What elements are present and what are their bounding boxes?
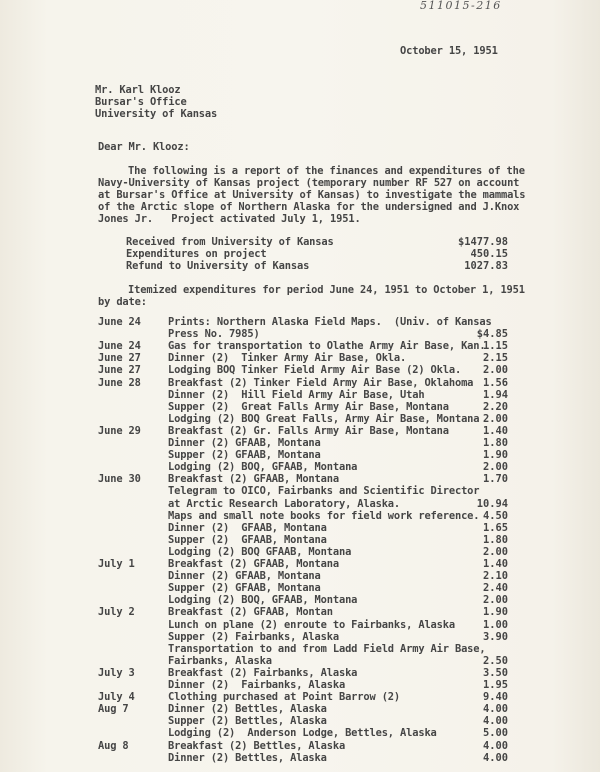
item-description: Lodging (2) BOQ Great Falls, Army Air Base, Montana [168, 412, 480, 425]
item-amount: 3.50 [482, 666, 508, 679]
item-description: Supper (2) GFAAB, Montana [168, 582, 321, 595]
item-amount: 4.00 [482, 703, 508, 716]
paragraph-line: of the Arctic slope of Northern Alaska for the undersigned and J.Knox [98, 201, 520, 213]
item-amount: 1.40 [482, 424, 508, 437]
item-amount: 1.15 [482, 340, 508, 353]
item-amount: 1.90 [482, 606, 508, 619]
item-description: Breakfast (2) Tinker Field Army Air Base, Oklahoma [168, 376, 474, 389]
item-description: Breakfast (2) GFAAB, Montana [168, 558, 339, 570]
summary-expenditures-label: Expenditures on project [126, 248, 267, 260]
item-amount: 1.70 [482, 473, 508, 486]
item-date: June 24 [98, 340, 141, 353]
item-description: Telegram to OICO, Fairbanks and Scientific Director [168, 485, 480, 498]
file-number-annotation: 511015-216 [420, 0, 502, 12]
item-amount: 2.15 [482, 352, 508, 365]
item-amount: 1.80 [482, 437, 508, 449]
item-description: Breakfast (2) GFAAB, Montan [168, 606, 333, 619]
item-amount: $4.85 [476, 328, 508, 341]
item-description: Maps and small note books for field work reference. [168, 509, 480, 522]
item-description: Clothing purchased at Point Barrow (2) [168, 691, 401, 704]
item-date: June 24 [98, 316, 141, 328]
summary-received-label: Received from University of Kansas [126, 236, 334, 248]
item-description: Prints: Northern Alaska Field Maps. (Univ. of Kansas [168, 316, 492, 328]
item-amount: 1.00 [482, 618, 508, 631]
salutation: Dear Mr. Klooz: [98, 141, 190, 153]
item-description: Press No. 7985) [168, 328, 260, 341]
item-description: Gas for transportation to Olathe Army Air Base, Kan. [168, 340, 486, 353]
item-amount: 2.50 [482, 654, 508, 667]
item-description: Lodging (2) BOQ, GFAAB, Montana [168, 461, 358, 474]
item-description: Transportation to and from Ladd Field Army Air Base, [168, 642, 486, 655]
item-amount: 2.00 [482, 594, 508, 607]
item-description: Dinner (2) Hill Field Army Air Base, Utah [168, 388, 425, 401]
item-amount: 10.94 [476, 497, 508, 510]
item-description: Dinner (2) Bettles, Alaska [168, 703, 327, 716]
item-amount: 1.65 [482, 521, 508, 534]
item-description: Supper (2) GFAAB, Montana [168, 449, 321, 462]
paragraph-line: The following is a report of the finances and expenditures of the [128, 165, 525, 177]
item-description: Lodging (2) BOQ GFAAB, Montana [168, 545, 352, 558]
item-description: Breakfast (2) Gr. Falls Army Air Base, Montana [168, 424, 449, 437]
item-description: Supper (2) Fairbanks, Alaska [168, 630, 339, 643]
item-description: Lodging (2) BOQ, GFAAB, Montana [168, 594, 358, 607]
item-description: Supper (2) GFAAB, Montana [168, 533, 327, 546]
summary-expenditures-amount: 450.15 [470, 248, 508, 260]
item-description: Dinner (2) GFAAB, Montana [168, 437, 321, 449]
itemized-intro-cont: by date: [98, 296, 147, 308]
paragraph-line: Jones Jr. Project activated July 1, 1951. [98, 213, 361, 225]
itemized-intro: Itemized expenditures for period June 24, 1951 to October 1, 1951 [128, 284, 525, 296]
item-amount: 1.80 [482, 533, 508, 546]
item-description: Lodging BOQ Tinker Field Army Air Base (2) Okla. [168, 364, 462, 377]
item-description: Lodging (2) Anderson Lodge, Bettles, Alaska [168, 727, 437, 740]
item-amount: 9.40 [482, 691, 508, 704]
item-amount: 2.00 [482, 545, 508, 558]
item-amount: 2.00 [482, 364, 508, 377]
recipient-office: Bursar's Office [95, 96, 187, 108]
recipient-name: Mr. Karl Klooz [95, 84, 181, 96]
paragraph-line: Navy-University of Kansas project (temporary number RF 527 on account [98, 177, 520, 189]
item-amount: 1.40 [482, 558, 508, 570]
item-date: July 4 [98, 691, 135, 704]
item-amount: 4.00 [482, 751, 508, 764]
letter-date: October 15, 1951 [400, 45, 498, 57]
item-description: Dinner (2) Tinker Army Air Base, Okla. [168, 352, 407, 365]
item-date: Aug 7 [98, 703, 129, 716]
item-amount: 2.40 [482, 582, 508, 595]
item-date: June 27 [98, 364, 141, 377]
item-description: Dinner (2) Bettles, Alaska [168, 751, 327, 764]
item-amount: 1.90 [482, 449, 508, 462]
summary-received-amount: $1477.98 [457, 236, 508, 248]
summary-refund-amount: 1027.83 [464, 260, 508, 272]
item-amount: 1.95 [482, 679, 508, 691]
item-description: Breakfast (2) Bettles, Alaska [168, 739, 346, 752]
item-description: Lunch on plane (2) enroute to Fairbanks, Alaska [168, 618, 455, 631]
item-amount: 1.56 [482, 376, 508, 389]
item-date: July 3 [98, 666, 135, 679]
item-description: Breakfast (2) GFAAB, Montana [168, 473, 339, 486]
item-date: June 28 [98, 376, 141, 389]
item-amount: 2.00 [482, 412, 508, 425]
item-amount: 2.00 [482, 461, 508, 474]
item-description: Fairbanks, Alaska [168, 654, 272, 667]
item-date: June 27 [98, 352, 141, 365]
paragraph-line: at Bursar's Office at University of Kansas) to investigate the mammals [98, 189, 526, 201]
item-amount: 2.10 [482, 570, 508, 583]
item-description: Supper (2) Bettles, Alaska [168, 715, 327, 728]
item-date: Aug 8 [98, 739, 129, 752]
item-amount: 4.50 [482, 509, 508, 522]
item-date: June 29 [98, 424, 141, 437]
item-amount: 2.20 [482, 400, 508, 413]
item-amount: 4.00 [482, 715, 508, 728]
item-date: June 30 [98, 473, 141, 486]
summary-refund-label: Refund to University of Kansas [126, 260, 310, 272]
item-description: Dinner (2) GFAAB, Montana [168, 570, 321, 583]
item-amount: 3.90 [482, 630, 508, 643]
item-amount: 4.00 [482, 739, 508, 752]
item-amount: 1.94 [482, 388, 508, 401]
item-description: Supper (2) Great Falls Army Air Base, Montana [168, 400, 449, 413]
item-date: July 2 [98, 606, 135, 619]
item-description: at Arctic Research Laboratory, Alaska. [168, 497, 401, 510]
item-description: Dinner (2) Fairbanks, Alaska [168, 679, 346, 691]
item-description: Dinner (2) GFAAB, Montana [168, 521, 327, 534]
recipient-institution: University of Kansas [95, 108, 218, 120]
item-amount: 5.00 [482, 727, 508, 740]
item-date: July 1 [98, 558, 135, 570]
item-description: Breakfast (2) Fairbanks, Alaska [168, 666, 358, 679]
